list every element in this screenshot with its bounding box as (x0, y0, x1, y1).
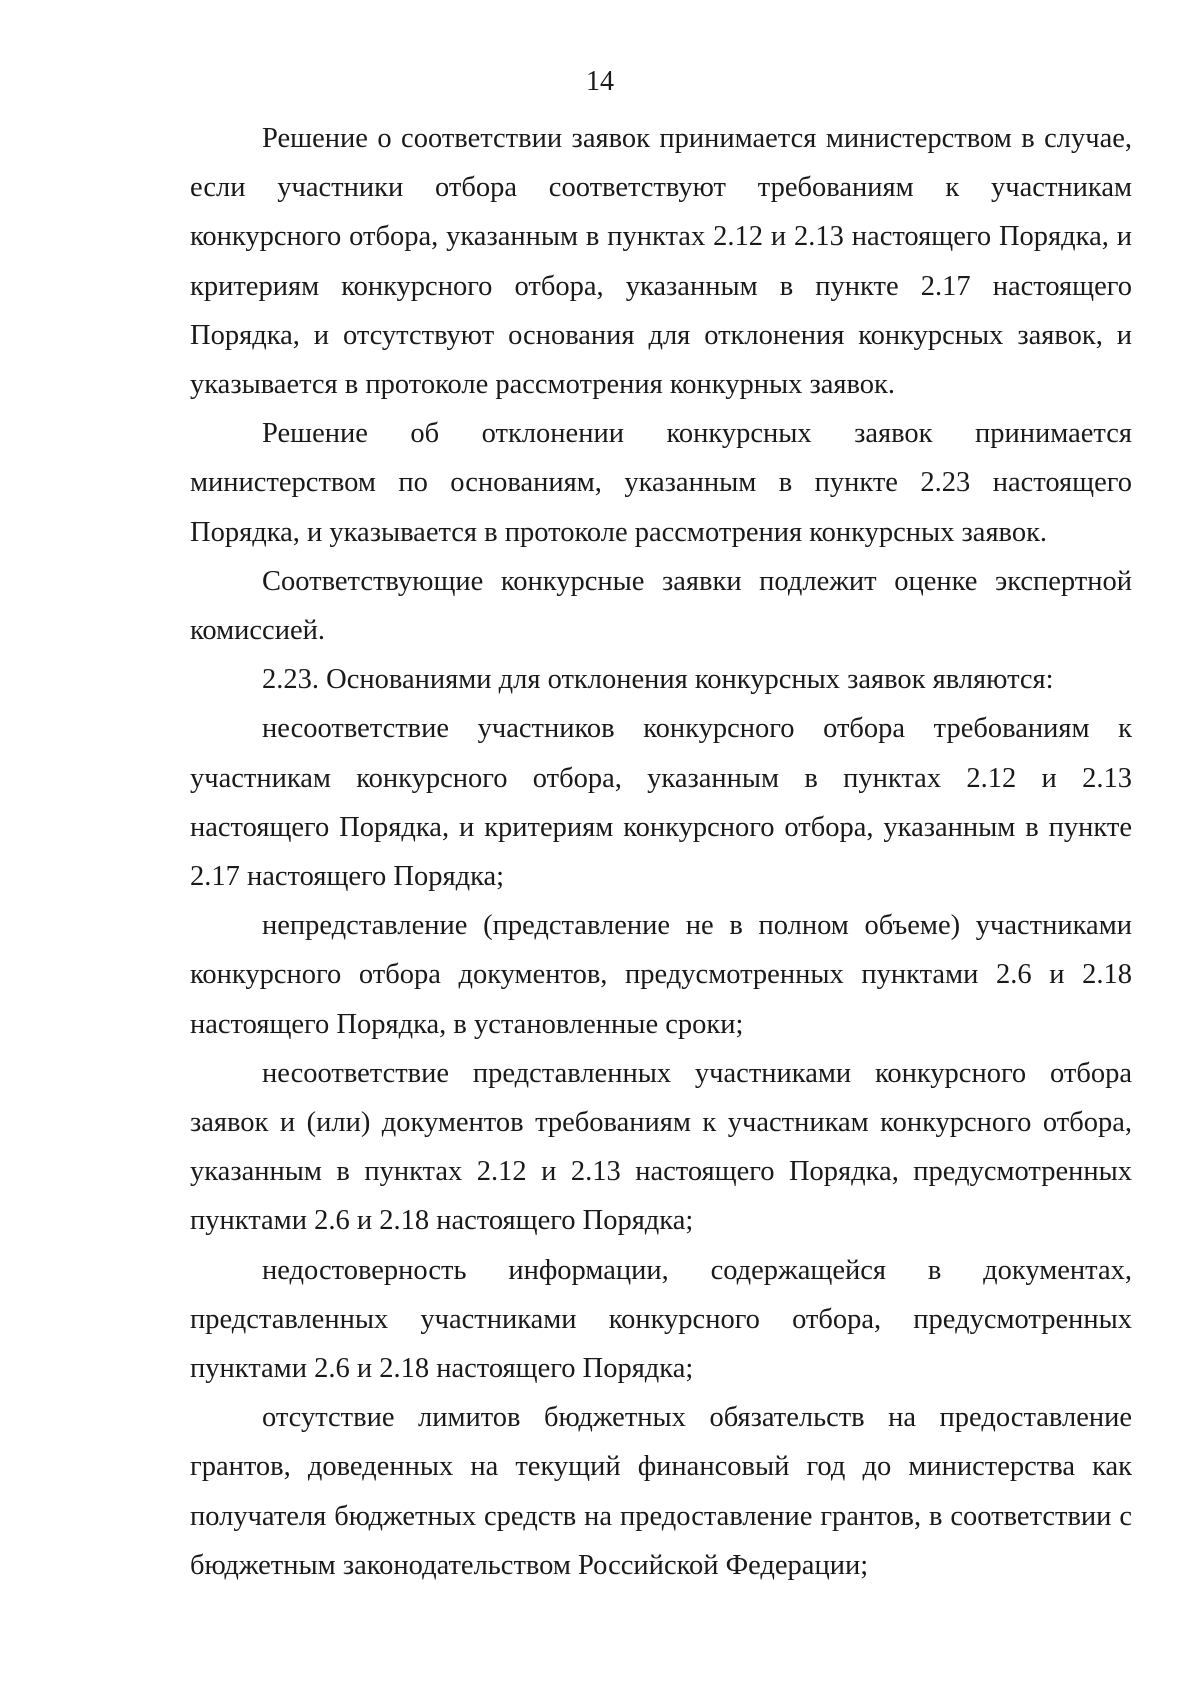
paragraph-rejection-grounds-heading: 2.23. Основаниями для отклонения конкурсных заявок являются: (262, 664, 1054, 696)
list-item-unreliable-information: недостоверность информации, содержащейся в документах, представленных участниками конкурсного отбора, предусмотренных пунктами 2.6 и 2.18 настоящего Порядка; (190, 1254, 1132, 1385)
list-item-missing-documents: непредставление (представление не в полном объеме) участниками конкурсного отбора документов, предусмотренных пунктами 2.6 и 2.18 настоящего Порядка, в установленные сроки; (190, 910, 1132, 1040)
list-item-noncompliance-documents: несоответствие представленных участниками конкурсного отбора заявок и (или) документов требованиям к участникам конкурсного отбора, указанным в пунктах 2.12 и 2.13 настоящего Порядка, предусмотренных пунктами 2.6 и 2.18 настоящего Порядка; (190, 1057, 1132, 1237)
paragraph-expert-evaluation: Соответствующие конкурсные заявки подлежит оценке экспертной комиссией. (190, 565, 1132, 647)
paragraph-decision-compliance: Решение о соответствии заявок принимается министерством в случае, если участники отбора соответствуют требованиям к участникам конкурсного отбора, указанным в пунктах 2.12 и 2.13 настоящего Порядка, и критериям конкурсного отбора, указанным в пункте 2.17 настоящего Порядка, и отсутствуют основания для отклонения конкурсных заявок, и указывается в протоколе рассмотрения конкурных заявок. (190, 123, 1132, 401)
document-body (190, 114, 1132, 1590)
page-number: 14 (586, 66, 614, 97)
list-item-noncompliance-participants: несоответствие участников конкурсного отбора требованиям к участникам конкурсного отбора, указанным в пунктах 2.12 и 2.13 настоящего Порядка, и критериям конкурсного отбора, указанным в пункте 2.17 настоящего Порядка; (190, 713, 1132, 893)
list-item-no-budget-limits: отсутствие лимитов бюджетных обязательств на предоставление грантов, доведенных на текущий финансовый год до министерства как получателя бюджетных средств на предоставление грантов, в соответствии с бюджетным законодательством Российской Федерации; (190, 1402, 1132, 1581)
paragraph-decision-rejection: Решение об отклонении конкурсных заявок принимается министерством по основаниям, указанным в пункте 2.23 настоящего Порядка, и указывается в протоколе рассмотрения конкурсных заявок. (190, 418, 1132, 548)
